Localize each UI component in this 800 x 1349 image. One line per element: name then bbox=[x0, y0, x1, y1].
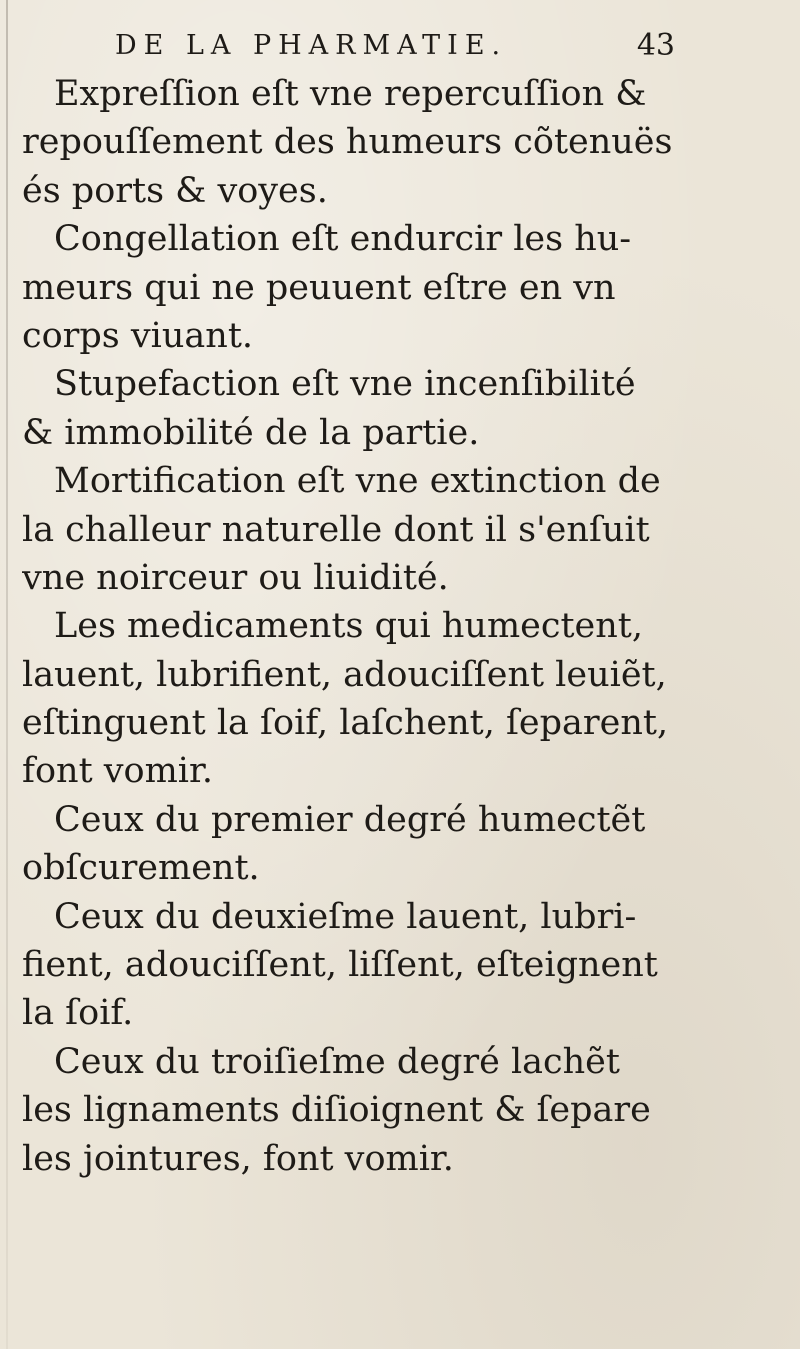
text-line: & immobilité de la partie. bbox=[22, 412, 480, 453]
text-line: la ſoif. bbox=[22, 993, 134, 1034]
text-line: Expreſſion eſt vne repercuſſion & bbox=[54, 74, 647, 114]
text-line: la challeur naturelle dont il s'enſuit bbox=[22, 509, 650, 550]
text-line: és ports & voyes. bbox=[22, 170, 328, 211]
text-line: Stupefaction eſt vne incenſibilité bbox=[54, 364, 636, 405]
text-line: corps viuant. bbox=[22, 315, 254, 356]
text-line: Ceux du deuxieſme lauent, lubri- bbox=[54, 896, 637, 937]
text-line: eſtinguent la ſoif, laſchent, ſeparent, bbox=[22, 703, 669, 744]
text-line: Ceux du premier degré humectẽt bbox=[54, 799, 646, 840]
text-line: fient, adouciſſent, liſſent, eſteignent bbox=[22, 945, 658, 986]
text-line: Mortification eſt vne extinction de bbox=[54, 461, 661, 502]
running-head-title: DE LA PHARMATIE. bbox=[115, 30, 508, 61]
running-head bbox=[115, 30, 675, 70]
text-line: Congellation eſt endurcir les hu- bbox=[54, 219, 632, 260]
text-line: vne noirceur ou liuidité. bbox=[22, 557, 449, 598]
text-line: les lignaments diſioignent & ſepare bbox=[22, 1090, 651, 1131]
text-line: les jointures, font vomir. bbox=[22, 1138, 454, 1179]
text-line: meurs qui ne peuuent eſtre en vn bbox=[22, 267, 616, 308]
page-gutter-edge bbox=[6, 0, 8, 1349]
body-text bbox=[22, 70, 692, 1183]
text-line: obſcurement. bbox=[22, 848, 260, 889]
text-line: repouſſement des humeurs cõtenuës bbox=[22, 122, 673, 163]
page-number: 43 bbox=[636, 28, 675, 63]
text-line: Les medicaments qui humectent, bbox=[54, 606, 643, 647]
text-line: lauent, lubrifient, adouciſſent leuiẽt, bbox=[22, 654, 667, 695]
text-line: Ceux du troiſieſme degré lachẽt bbox=[54, 1041, 620, 1082]
text-line: font vomir. bbox=[22, 751, 213, 792]
